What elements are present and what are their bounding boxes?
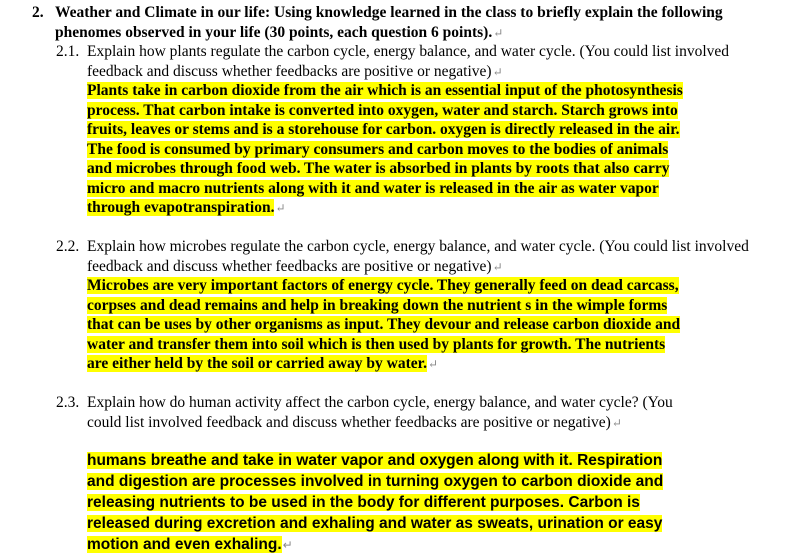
question-number: 2.1. bbox=[56, 43, 80, 60]
section-number: 2. bbox=[32, 4, 44, 21]
question-text bbox=[87, 42, 756, 82]
answer-text: Plants take in carbon dioxide from the air which is an essential input of the photosynthesis process. That carbon intake is converted into oxygen, water and starch. Starch grows into fruits, leaves or stems and is a storehouse for carbon. oxygen is directly released in the air. The food is consumed by primary consumers and carbon moves to the bodies of animals and microbes through food web. The water is absorbed in plants by roots that also carry micro and macro nutrients along with it and water is released in the air as water vapor through evapotranspiration. bbox=[87, 82, 683, 216]
paragraph-mark-icon: ↵ bbox=[492, 64, 503, 79]
question-text-content: Explain how plants regulate the carbon cycle, energy balance, and water cycle. (You could list involved feedback and discuss whether feedbacks are positive or negative) bbox=[87, 43, 730, 80]
question-text bbox=[87, 237, 756, 277]
answer-text: Microbes are very important factors of energy cycle. They generally feed on dead carcass, corpses and dead remains and help in breaking down the nutrient s in the wimple forms that can be uses by other organisms as input. They devour and release carbon dioxide and water and transfer them into soil which is then used by plants for growth. The nutrients are either held by the soil or carried away by water. bbox=[87, 277, 681, 372]
section-title-text: Weather and Climate in our life: Using knowledge learned in the class to briefly explain the following phenomes observed in your life (30 points, each question 6 points). bbox=[55, 4, 723, 41]
answer-2-2 bbox=[87, 276, 687, 375]
section-title bbox=[55, 3, 772, 43]
paragraph-mark-icon: ↵ bbox=[275, 201, 286, 215]
paragraph-mark-icon: ↵ bbox=[427, 357, 439, 371]
question-number: 2.2. bbox=[56, 238, 80, 255]
question-2-3 bbox=[56, 393, 696, 433]
answer-text: humans breathe and take in water vapor and oxygen along with it. Respiration and digestion are processes involved in turning oxygen to carbon dioxide and releasing nutrients to be used in the body for different purposes. Carbon is released during excretion and exhaling and water as sweats, urination or easy motion and even exhaling. bbox=[87, 452, 664, 553]
answer-2-3 bbox=[87, 450, 687, 556]
paragraph-mark-icon: ↵ bbox=[282, 538, 293, 552]
paragraph-mark-icon: ↵ bbox=[493, 25, 504, 40]
section-header bbox=[32, 3, 772, 43]
question-number: 2.3. bbox=[56, 394, 80, 411]
paragraph-mark-icon: ↵ bbox=[492, 259, 503, 274]
question-text-content: Explain how do human activity affect the carbon cycle, energy balance, and water cycle? (You could list involved feedback and discuss whether feedbacks are positive or negative) bbox=[87, 394, 673, 431]
question-2-2 bbox=[56, 237, 756, 277]
question-2-1 bbox=[56, 42, 756, 82]
answer-2-1 bbox=[87, 81, 687, 219]
question-text bbox=[87, 393, 696, 433]
paragraph-mark-icon: ↵ bbox=[611, 415, 622, 430]
question-text-content: Explain how microbes regulate the carbon cycle, energy balance, and water cycle. (You could list involved feedback and discuss whether feedbacks are positive or negative) bbox=[87, 238, 749, 275]
